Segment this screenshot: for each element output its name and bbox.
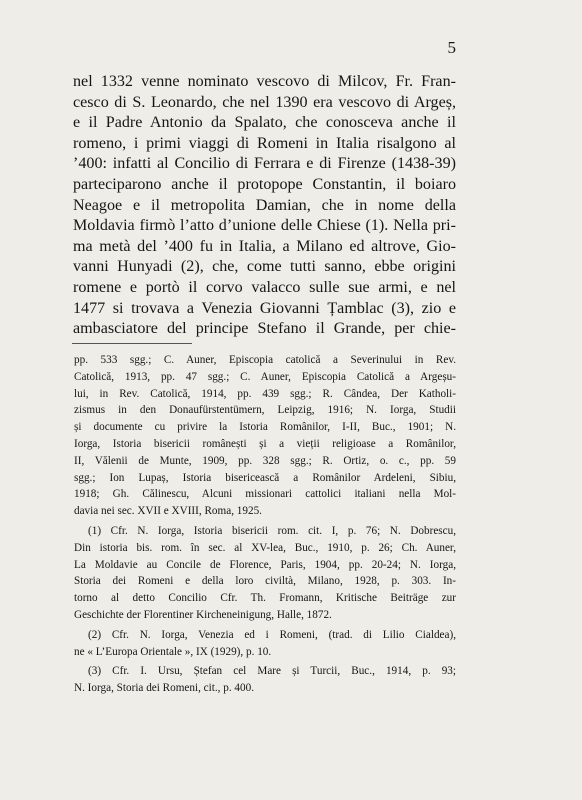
footnote-line: La Moldavie au Concile de Florence, Paris, 1904, pp. 20-24; N. Iorga, <box>74 558 456 571</box>
body-line: Neagoe e il metropolita Damian, che in nome della <box>73 196 456 214</box>
body-line: romene e portò il corvo valacco sulle sue armi, e nel <box>73 278 456 296</box>
body-line: ambasciatore del principe Stefano il Grande, per chie- <box>73 320 456 338</box>
footnote-line: (1) Cfr. N. Iorga, Istoria bisericii rom. cit. I, p. 76; N. Dobrescu, <box>88 524 456 537</box>
footnote-divider <box>72 343 192 344</box>
body-line: ’400: infatti al Concilio di Ferrara e di Firenze (1438-39) <box>73 155 456 173</box>
footnote-line: (3) Cfr. I. Ursu, Ștefan cel Mare și Turcii, Buc., 1914, p. 93; <box>88 665 456 678</box>
footnote-line: Geschichte der Florentiner Kircheneinigung, Halle, 1872. <box>74 608 332 621</box>
body-text <box>73 72 456 340</box>
footnote-line: davia nei sec. XVII e XVIII, Roma, 1925. <box>74 505 262 518</box>
footnote-line: 1918; Gh. Călinescu, Alcuni missionari cattolici italiani nella Mol- <box>74 488 456 501</box>
footnote-line: și documente cu privire la Istoria Românilor, I-II, Buc., 1901; N. <box>74 421 456 434</box>
footnote-line: (2) Cfr. N. Iorga, Venezia ed i Romeni, (trad. di Lilio Cialdea), <box>88 628 456 641</box>
body-line: romeno, i primi viaggi di Romeni in Italia risalgono al <box>73 134 456 152</box>
page-number: 5 <box>447 38 456 57</box>
footnote-line: torno al detto Concilio Cfr. Th. Fromann, Kritische Beiträge zur <box>74 592 456 605</box>
body-line: cesco di S. Leonardo, che nel 1390 era vescovo di Argeș, <box>73 93 456 111</box>
footnote-line: Storia dei Romeni e della loro civiltà, Milano, 1928, p. 303. In- <box>74 575 456 588</box>
body-line: 1477 si trovava a Venezia Giovanni Țamblac (3), zio e <box>73 299 456 317</box>
footnote-line: Din istoria bis. rom. în sec. al XV-lea, Buc., 1910, p. 26; Ch. Auner, <box>74 541 456 554</box>
footnote-line: II, Vălenii de Munte, 1909, pp. 328 sgg.; R. Ortiz, o. c., pp. 59 <box>74 454 456 467</box>
footnote-line: N. Iorga, Storia dei Romeni, cit., p. 400. <box>74 682 255 695</box>
footnote-line: sgg.; Ion Lupaș, Istoria bisericească a Românilor Ardeleni, Sibiu, <box>74 471 456 484</box>
body-line: ma metà del ’400 fu in Italia, a Milano ed altrove, Gio- <box>73 237 456 255</box>
footnote-line: pp. 533 sgg.; C. Auner, Episcopia catolică a Severinului in Rev. <box>74 354 456 366</box>
footnote-line: zismus in den Donaufürstentümern, Leipzig, 1916; N. Iorga, Studii <box>74 404 456 417</box>
body-line: Moldavia firmò l’atto d’unione delle Chiese (1). Nella pri- <box>73 217 456 235</box>
body-line: e il Padre Antonio da Spalato, che conosceva anche il <box>73 114 456 132</box>
footnote-3 <box>74 663 456 697</box>
footnote-line: Catolică, 1913, pp. 47 sgg.; C. Auner, Episcopia Catolică a Argeșu- <box>74 370 456 383</box>
footnote-line: ne « L’Europa Orientale », IX (1929), p. 10. <box>74 645 272 658</box>
body-line: parteciparono anche il protopope Constantin, il boiaro <box>73 175 456 193</box>
footnote-1 <box>74 523 456 624</box>
footnote-line: lui, in Rev. Catolică, 1914, pp. 439 sgg.; R. Cândea, Der Katholi- <box>74 387 456 400</box>
footnotes <box>74 352 456 697</box>
footnote-2 <box>74 627 456 661</box>
body-line: nel 1332 venne nominato vescovo di Milcov, Fr. Fran- <box>73 73 456 90</box>
body-line: vanni Hunyadi (2), che, come tutti sanno, ebbe origini <box>73 258 456 276</box>
footnote-line: Iorga, Istoria bisericii românești și a vieții religioase a Românilor, <box>74 437 456 450</box>
footnote-continued <box>74 352 456 520</box>
